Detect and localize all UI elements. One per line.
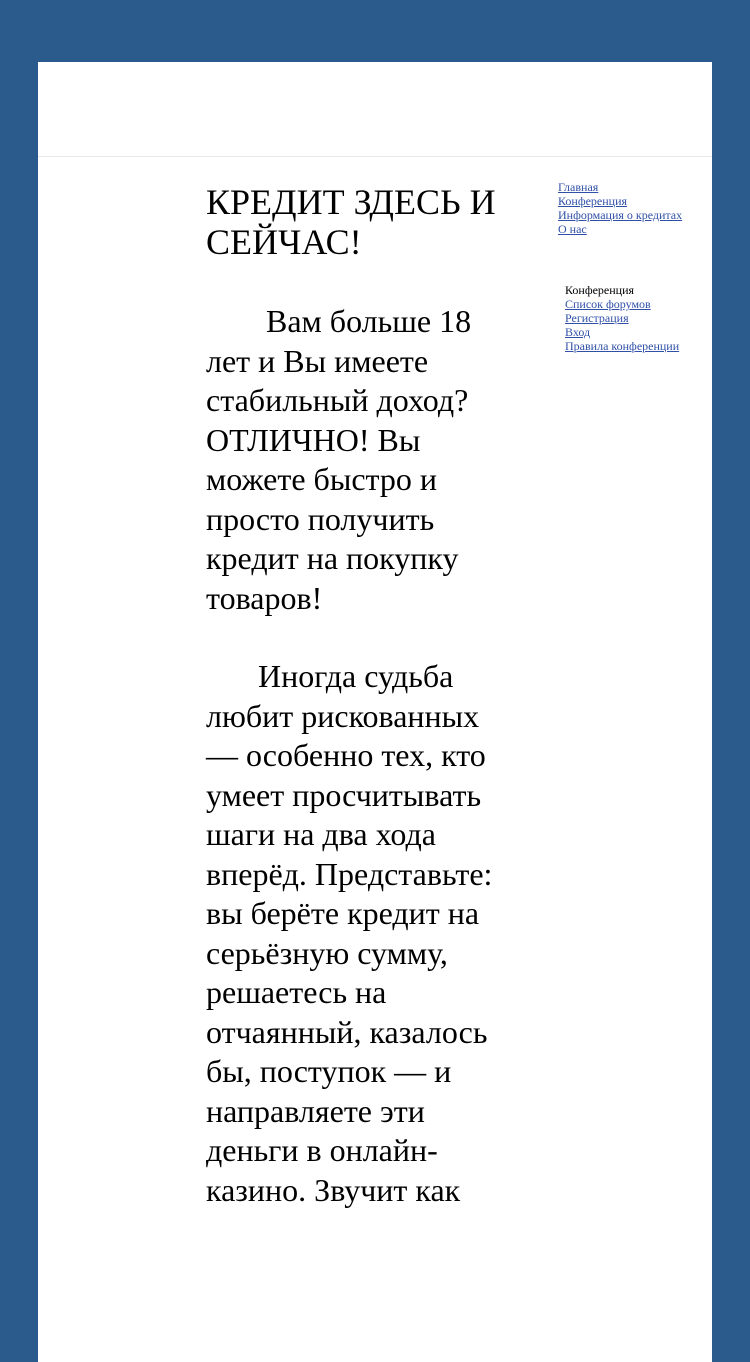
- page-panel: [38, 62, 712, 1362]
- main-nav: [558, 180, 682, 236]
- page-header: [38, 62, 712, 157]
- main-content: [206, 182, 498, 1249]
- article-paragraph: Иногда судьба любит рискованных — особенно тех, кто умеет просчитывать шаги на два хода вперёд. Представьте: вы берёте кредит на серьёзную сумму, решаетесь на отчаянный, казалось бы, поступок — и направляете эти деньги в онлайн-казино. Звучит как: [206, 658, 493, 1208]
- article-paragraph: Вам больше 18 лет и Вы имеете стабильный доход? ОТЛИЧНО! Вы можете быстро и просто получить кредит на покупку товаров!: [206, 303, 472, 616]
- nav-link-about[interactable]: О нас: [558, 222, 587, 236]
- nav-link-conference[interactable]: Конференция: [558, 194, 628, 208]
- nav-link-credit-info[interactable]: Информация о кредитах: [558, 208, 683, 222]
- forum-menu-heading: Конференция: [565, 283, 635, 297]
- nav-link-home[interactable]: Главная: [558, 180, 599, 194]
- forum-link-register[interactable]: Регистрация: [565, 311, 629, 325]
- forum-link-login[interactable]: Вход: [565, 325, 591, 339]
- forum-menu: [565, 283, 679, 353]
- page-title: КРЕДИТ ЗДЕСЬ И СЕЙЧАС!: [206, 182, 496, 262]
- forum-link-rules[interactable]: Правила конференции: [565, 339, 680, 353]
- forum-link-forum-list[interactable]: Список форумов: [565, 297, 651, 311]
